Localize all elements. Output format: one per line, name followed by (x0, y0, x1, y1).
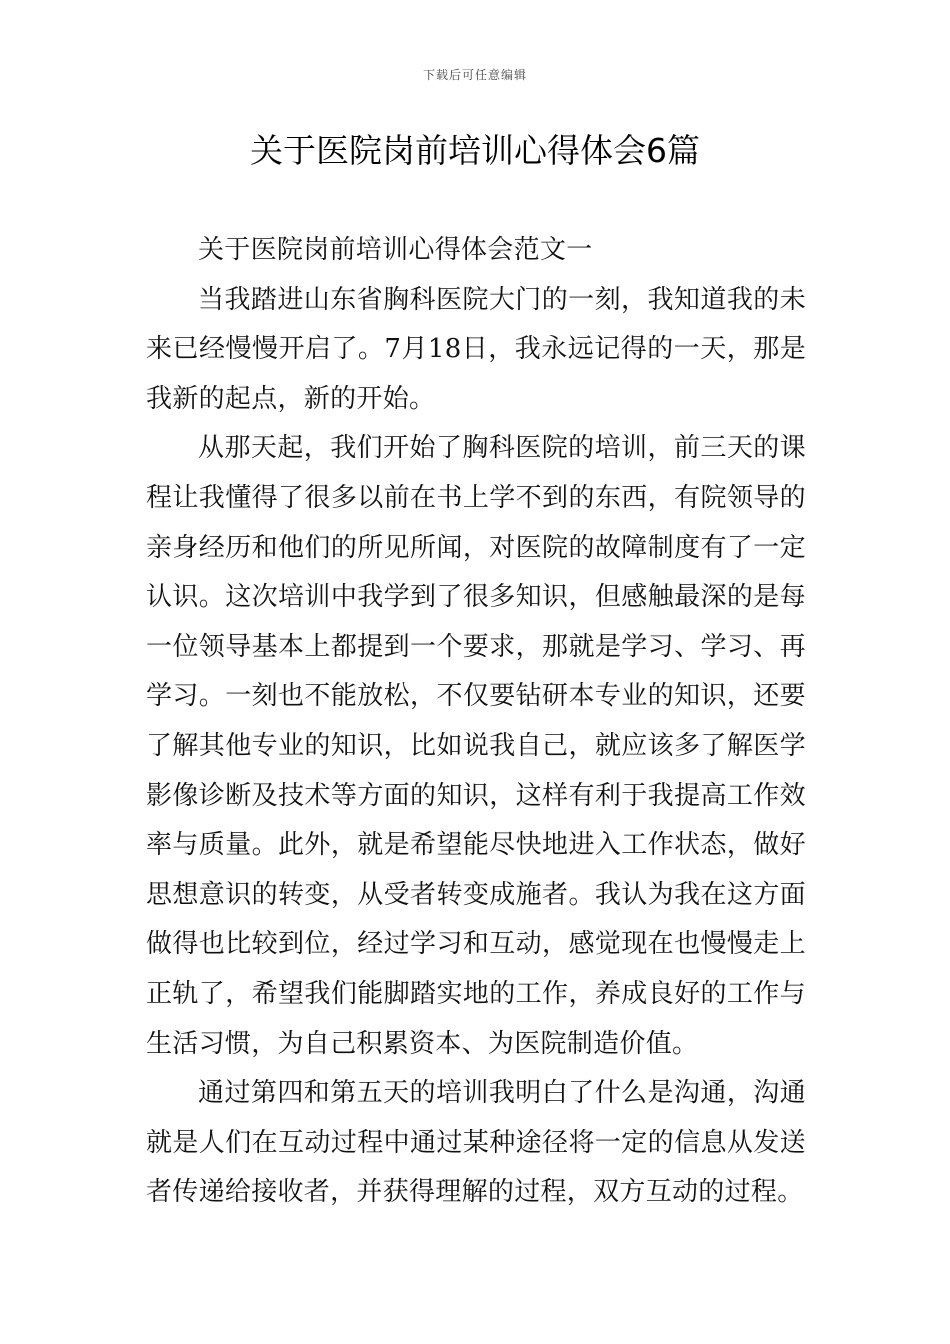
header-note: 下载后可任意编辑 (422, 68, 527, 82)
paragraph-3: 通过第四和第五天的培训我明白了什么是沟通，沟通就是人们在互动过程中通过某种途径将一定的信息从发送者传递给接收者，并获得理解的过程，双方互动的过程。 (146, 1078, 806, 1208)
document-title: 关于医院岗前培训心得体会6篇 (250, 131, 700, 170)
section-subtitle: 关于医院岗前培训心得体会范文一 (198, 235, 593, 265)
paragraph-1: 当我踏进山东省胸科医院大门的一刻，我知道我的未来已经慢慢开启了。7月18日，我永远记得的一天，那是我新的起点，新的开始。 (146, 284, 806, 414)
document-body (146, 226, 806, 1218)
paragraph-2: 从那天起，我们开始了胸科医院的培训，前三天的课程让我懂得了很多以前在书上学不到的东西，有院领导的亲身经历和他们的所见所闻，对医院的故障制度有了一定认识。这次培训中我学到了很多知识，但感触最深的是每一位领导基本上都提到一个要求，那就是学习、学习、再学习。一刻也不能放松，不仅要钻研本专业的知识，还要了解其他专业的知识，比如说我自己，就应该多了解医学影像诊断及技术等方面的知识，这样有利于我提高工作效率与质量。此外，就是希望能尽快地进入工作状态，做好思想意识的转变，从受者转变成施者。我认为我在这方面做得也比较到位，经过学习和互动，感觉现在也慢慢走上正轨了，希望我们能脚踏实地的工作，养成良好的工作与生活习惯，为自己积累资本、为医院制造价值。 (146, 433, 806, 1059)
